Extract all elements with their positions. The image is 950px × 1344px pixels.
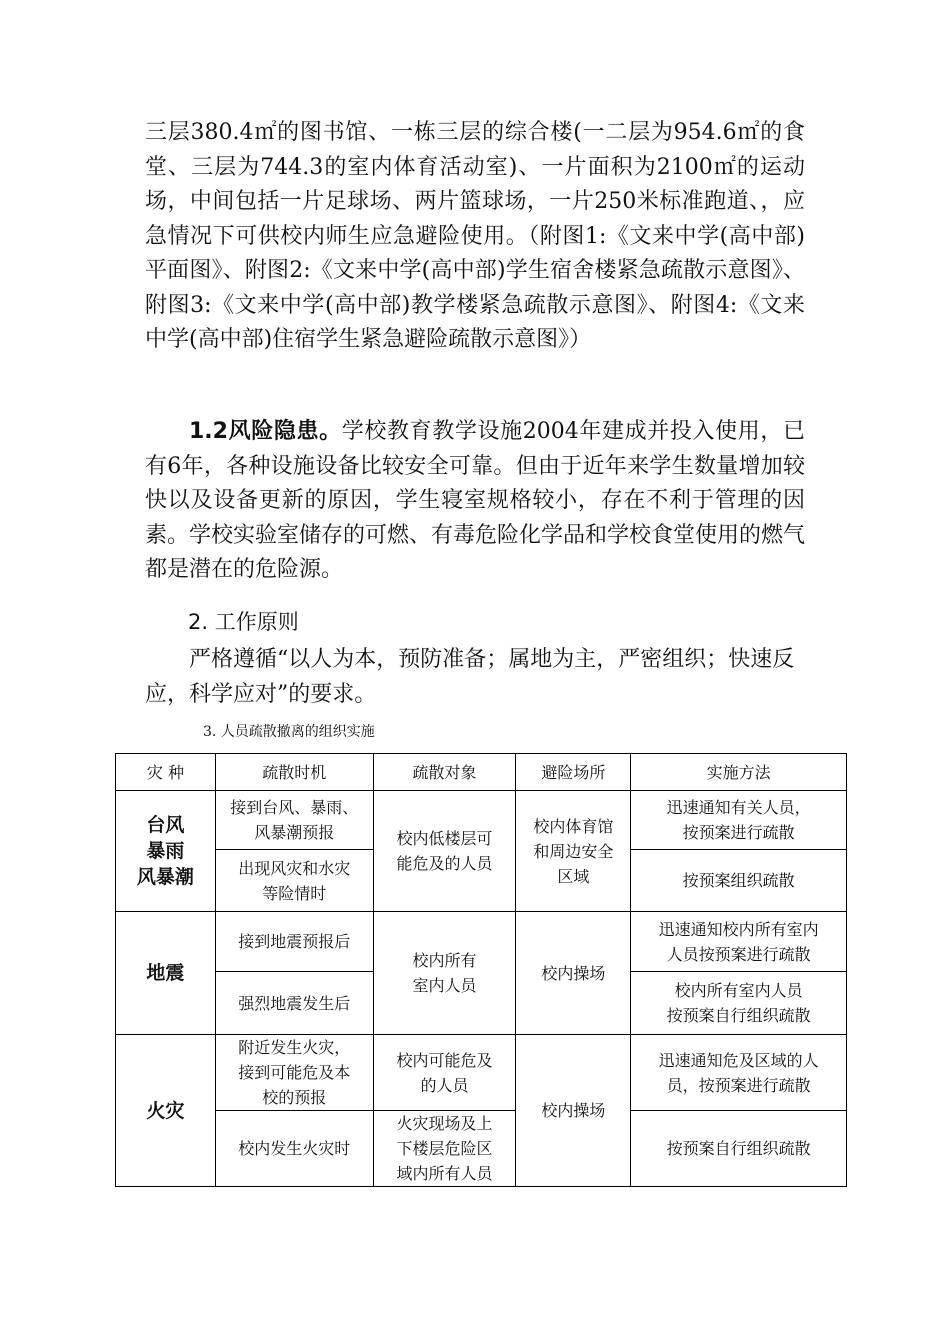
table-row bbox=[116, 791, 847, 850]
paragraph-facilities: 三层380.4㎡的图书馆、一栋三层的综合楼(一二层为954.6㎡的食堂、三层为744.3的室内体育活动室)、一片面积为2100㎡的运动场，中间包括一片足球场、两片篮球场，一片250米标准跑道、，应急情况下可供校内师生应急避险使用。（附图1:《文来中学(高中部)平面图》、附图2:《文来中学(高中部)学生宿舍楼紧急疏散示意图》、附图3:《文来中学(高中部)教学楼紧急疏散示意图》、附图4:《文来中学(高中部)住宿学生紧急避险疏散示意图》） bbox=[145, 120, 805, 352]
disaster-earthquake: 地震 bbox=[116, 912, 216, 1035]
method-cell: 按预案组织疏散 bbox=[631, 850, 847, 912]
target-cell: 校内低楼层可 能危及的人员 bbox=[373, 791, 516, 912]
method-cell: 迅速通知有关人员， 按预案进行疏散 bbox=[631, 791, 847, 850]
header-timing: 疏散时机 bbox=[215, 754, 373, 791]
shelter-cell: 校内操场 bbox=[516, 1035, 631, 1187]
table-caption: 3. 人员疏散撤离的组织实施 bbox=[203, 724, 375, 740]
target-cell: 校内可能危及 的人员 bbox=[373, 1035, 516, 1111]
disaster-typhoon: 台风 暴雨 风暴潮 bbox=[116, 791, 216, 912]
header-method: 实施方法 bbox=[631, 754, 847, 791]
timing-cell: 校内发生火灾时 bbox=[215, 1111, 373, 1187]
table-row bbox=[116, 1035, 847, 1111]
paragraph-principles bbox=[145, 643, 805, 712]
header-target: 疏散对象 bbox=[373, 754, 516, 791]
table-row bbox=[116, 1111, 847, 1187]
method-cell: 校内所有室内人员 按预案自行组织疏散 bbox=[631, 972, 847, 1035]
table-header-row bbox=[116, 754, 847, 791]
risk-body: 学校教育教学设施2004年建成并投入使用，已有6年，各种设施设备比较安全可靠。但由于近年来学生数量增加较快以及设备更新的原因，学生寝室规格较小，存在不利于管理的因素。学校实验室储存的可燃、有毒危险化学品和学校食堂使用的燃气都是潜在的危险源。 bbox=[145, 419, 806, 582]
timing-cell: 接到地震预报后 bbox=[215, 912, 373, 972]
principles-text: 严格遵循“以人为本，预防准备；属地为主，严密组织；快速反应，科学应对”的要求。 bbox=[145, 647, 795, 707]
method-cell: 迅速通知校内所有室内 人员按预案进行疏散 bbox=[631, 912, 847, 972]
target-cell: 火灾现场及上 下楼层危险区 域内所有人员 bbox=[373, 1111, 516, 1187]
target-cell: 校内所有 室内人员 bbox=[373, 912, 516, 1035]
timing-cell: 接到台风、暴雨、 风暴潮预报 bbox=[215, 791, 373, 850]
paragraph-risks bbox=[145, 415, 805, 588]
shelter-cell: 校内体育馆 和周边安全 区域 bbox=[516, 791, 631, 912]
table-row bbox=[116, 912, 847, 972]
shelter-cell: 校内操场 bbox=[516, 912, 631, 1035]
section-heading-principles: 2. 工作原则 bbox=[188, 610, 299, 634]
disaster-fire: 火灾 bbox=[116, 1035, 216, 1187]
timing-cell: 附近发生火灾， 接到可能危及本 校的预报 bbox=[215, 1035, 373, 1111]
method-cell: 按预案自行组织疏散 bbox=[631, 1111, 847, 1187]
evacuation-table bbox=[115, 753, 847, 1187]
method-cell: 迅速通知危及区域的人 员，按预案进行疏散 bbox=[631, 1035, 847, 1111]
risk-heading: 1.2风险隐患。 bbox=[189, 419, 342, 444]
timing-cell: 强烈地震发生后 bbox=[215, 972, 373, 1035]
header-shelter: 避险场所 bbox=[516, 754, 631, 791]
header-disaster-type: 灾 种 bbox=[116, 754, 216, 791]
timing-cell: 出现风灾和水灾 等险情时 bbox=[215, 850, 373, 912]
